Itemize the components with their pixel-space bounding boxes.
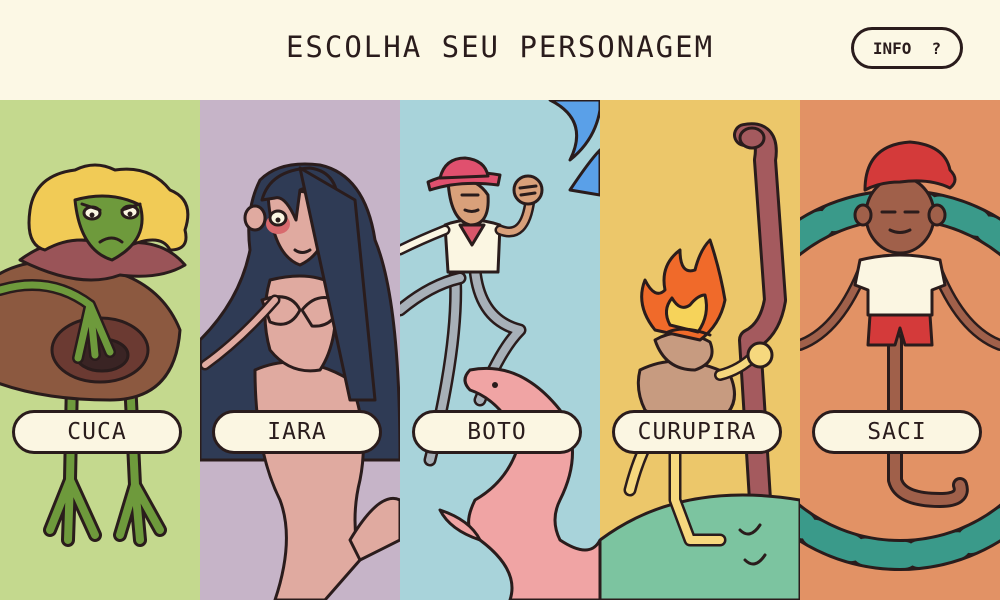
iara-illustration — [200, 100, 400, 600]
character-card-iara[interactable] — [200, 100, 400, 600]
info-button[interactable] — [851, 27, 963, 69]
character-name-label: IARA — [212, 410, 382, 454]
character-name-label: BOTO — [412, 410, 582, 454]
character-card-boto[interactable] — [400, 100, 600, 600]
character-name-label: CURUPIRA — [612, 410, 782, 454]
character-selector — [0, 100, 1000, 600]
info-label: INFO — [872, 38, 912, 58]
curupira-illustration — [600, 100, 800, 600]
cuca-illustration — [0, 100, 200, 600]
header — [0, 0, 1000, 100]
boto-illustration — [400, 100, 600, 600]
character-card-saci[interactable] — [800, 100, 1000, 600]
question-icon: ? — [931, 38, 942, 58]
character-card-cuca[interactable] — [0, 100, 200, 600]
character-name-label: SACI — [812, 410, 982, 454]
saci-illustration — [800, 100, 1000, 600]
character-card-curupira[interactable] — [600, 100, 800, 600]
page-title: ESCOLHA SEU PERSONAGEM — [285, 30, 715, 64]
character-name-label: CUCA — [12, 410, 182, 454]
